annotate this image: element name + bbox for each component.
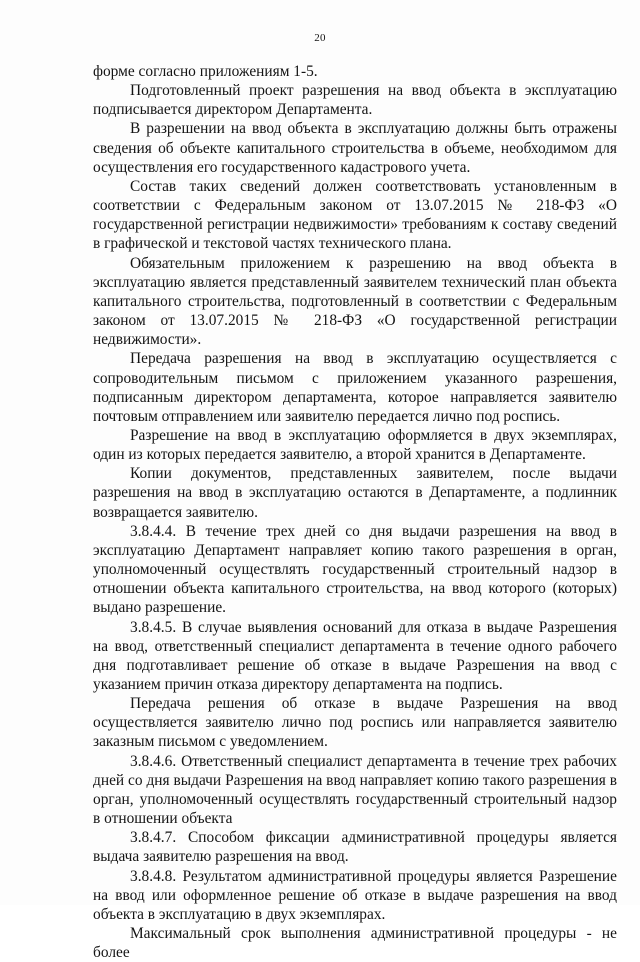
paragraph: 3.8.4.7. Способом фиксации административной процедуры является выдача заявителю разрешения на ввод. [93, 829, 617, 866]
paragraph: форме согласно приложениям 1-5. [93, 63, 318, 80]
paragraph: 3.8.4.5. В случае выявления оснований для отказа в выдаче Разрешения на ввод, ответственный специалист департамента в течение одного рабочего дня подготавливает решение об отказе в выдаче Разрешения на ввод с указанием причин отказа директору департамента на подпись. [93, 618, 617, 693]
paragraph: Подготовленный проект разрешения на ввод объекта в эксплуатацию подписывается директором Департамента. [93, 82, 617, 119]
paragraph: 3.8.4.4. В течение трех дней со дня выдачи разрешения на ввод в эксплуатацию Департамент направляет копию такого разрешения в орган, уполномоченный осуществлять государственный строительный надзор в отношении объекта капитального строительства, на ввод которого (которых) выдано разрешение. [93, 522, 617, 617]
paragraph: Копии документов, представленных заявителем, после выдачи разрешения на ввод в эксплуатацию остаются в Департаменте, а подлинник возвращается заявителю. [93, 465, 617, 521]
page-number: 20 [314, 32, 326, 44]
paragraph: Максимальный срок выполнения административной процедуры - не более [93, 925, 617, 962]
paragraph: 3.8.4.8. Результатом административной процедуры является Разрешение на ввод или оформленное решение об отказе в выдаче разрешения на ввод объекта в эксплуатацию в двух экземплярах. [93, 867, 617, 923]
paragraph: 3.8.4.6. Ответственный специалист департамента в течение трех рабочих дней со дня выдачи Разрешения на ввод направляет копию такого разрешения в орган, уполномоченный осуществлять государственный строительный надзор в отношении объекта [93, 752, 617, 828]
paragraph: Состав таких сведений должен соответствовать установленным в соответствии с Федеральным законом от 13.07.2015 № 218-ФЗ «О государственной регистрации недвижимости» требованиям к составу сведений в графической и текстовой частях технического плана. [93, 177, 617, 253]
paragraph: В разрешении на ввод объекта в эксплуатацию должны быть отражены сведения об объекте капитального строительства в объеме, необходимом для осуществления его государственного кадастрового учета. [93, 120, 617, 176]
document-body [93, 62, 617, 962]
paragraph: Передача решения об отказе в выдаче Разрешения на ввод осуществляется заявителю лично под роспись или направляется заявителю заказным письмом с уведомлением. [93, 695, 617, 751]
paragraph: Передача разрешения на ввод в эксплуатацию осуществляется с сопроводительным письмом с приложением указанного разрешения, подписанным директором департамента, которое направляется заявителю почтовым отправлением или заявителю передается лично под роспись. [93, 350, 617, 425]
paragraph: Обязательным приложением к разрешению на ввод объекта в эксплуатацию является представленный заявителем технический план объекта капитального строительства, подготовленный в соответствии с Федеральным законом от 13.07.2015 № 218-ФЗ «О государственной регистрации недвижимости». [93, 254, 617, 349]
paragraph: Разрешение на ввод в эксплуатацию оформляется в двух экземплярах, один из которых передается заявителю, а второй хранится в Департаменте. [93, 426, 617, 464]
